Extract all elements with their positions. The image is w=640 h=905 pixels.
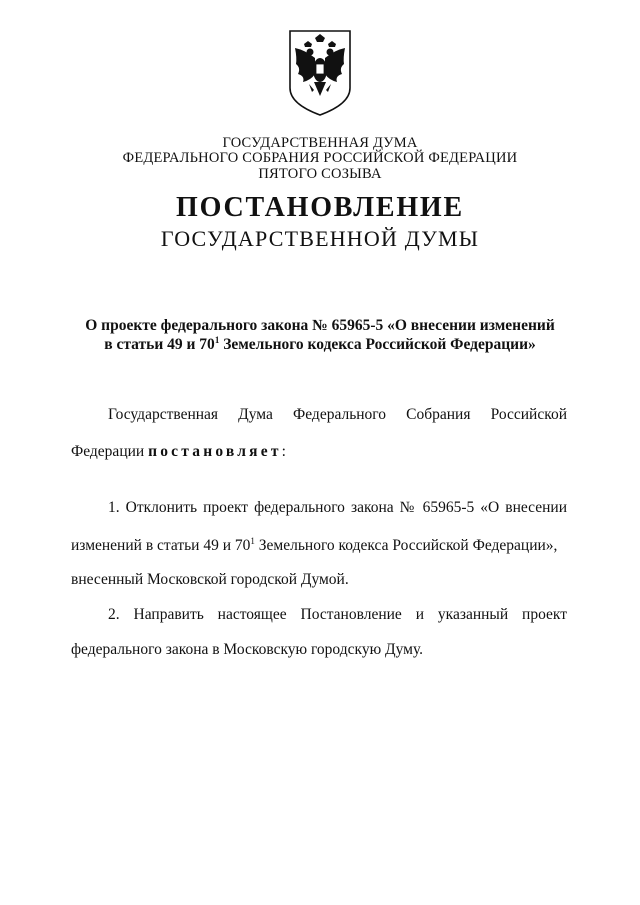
subject-line-2-start: в статьи 49 и 70 <box>104 336 215 353</box>
subject-line-1: О проекте федерального закона № 65965-5 «О внесении изменений <box>85 317 555 334</box>
document-title: ПОСТАНОВЛЕНИЕ <box>176 192 464 223</box>
header-line-3: ПЯТОГО СОЗЫВА <box>258 166 382 182</box>
item-1-line-2-end: Земельного кодекса Российской Федерации», <box>254 537 558 554</box>
item-1-superscript: 1 <box>250 535 255 546</box>
item-2-line-1: 2. Направить настоящее Постановление и указанный проект <box>108 606 567 623</box>
header-line-2: ФЕДЕРАЛЬНОГО СОБРАНИЯ РОССИЙСКОЙ ФЕДЕРАЦИИ <box>122 150 518 166</box>
item-1-line-1: 1. Отклонить проект федерального закона № 65965-5 «О внесении <box>108 499 567 516</box>
item-2-line-2: федерального закона в Московскую городскую Думу. <box>71 641 424 658</box>
header-line-1: ГОСУДАРСТВЕННАЯ ДУМА <box>222 135 418 151</box>
subject-line-2-end: Земельного кодекса Российской Федерации» <box>219 336 536 353</box>
item-1-line-2 <box>71 537 567 555</box>
item-1-line-3: внесенный Московской городской Думой. <box>71 571 349 588</box>
coat-of-arms-emblem <box>287 28 353 118</box>
resolves-word: постановляет <box>148 443 282 460</box>
preamble-line-2 <box>71 443 567 461</box>
subject-superscript: 1 <box>214 334 220 345</box>
document-subtitle: ГОСУДАРСТВЕННОЙ ДУМЫ <box>160 226 480 251</box>
item-1-line-2-start: изменений в статьи 49 и 70 <box>71 537 251 554</box>
preamble-line-1: Государственная Дума Федерального Собрания Российской <box>108 406 567 423</box>
preamble-colon: : <box>281 443 286 460</box>
preamble-start: Федерации <box>71 443 149 460</box>
subject-line-2 <box>0 336 640 354</box>
